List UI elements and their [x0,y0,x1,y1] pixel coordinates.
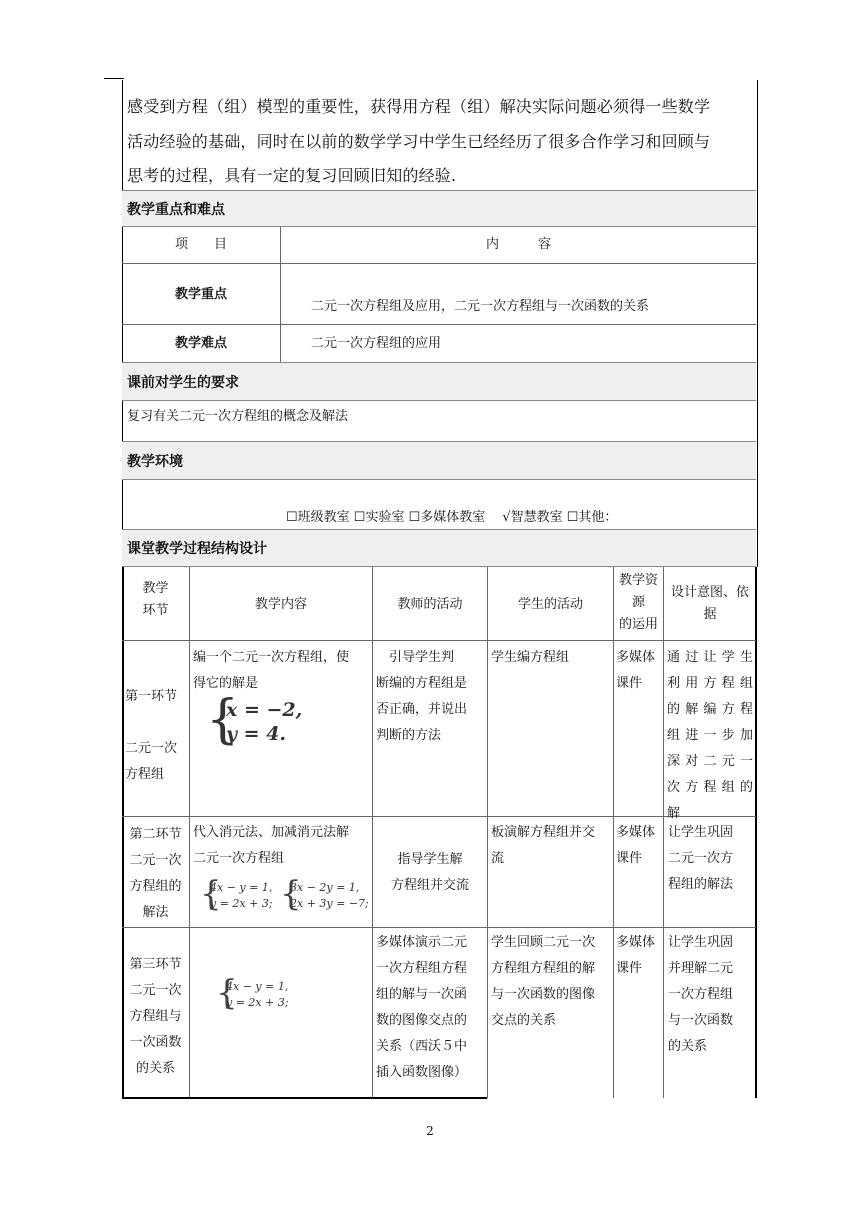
brace-icon: { [280,874,302,914]
page-number: 2 [426,1124,434,1138]
col-teacher-header: 教师的活动 [397,597,463,612]
col-content-header: 内 容 [485,237,551,252]
row3-student: 学生回顾二元一次 方程组方程组的解 与一次函数的图像 交点的关系 [491,935,596,1028]
grid-line [613,567,614,1098]
row2-system-a: 4x − y = 1, y = 2x + 3; [210,881,273,910]
header-rule [104,78,124,79]
section-focus-header: 教学重点和难点 [122,190,756,227]
row2-student: 板演解方程组并交 流 [491,825,596,866]
row1-resource: 多媒体 课件 [616,650,656,691]
row1-teacher: 引导学生判 断编的方程组是 否正确，并说出 判断的方法 [376,650,468,743]
grid-line [372,567,373,1098]
row3-stage: 第三环节 二元一次 方程组与 一次函数 的关系 [129,957,182,1076]
requirements-text: 复习有关二元一次方程组的概念及解法 [127,409,349,424]
col-item-header: 项 目 [174,237,227,252]
grid-line [755,567,757,1098]
intro-line-1: 感受到方程（组）模型的重要性，获得用方程（组）解决实际问题必须得一些数学 [127,97,711,116]
grid-line [122,927,756,928]
col-resource-header: 教学资 源 的运用 [618,573,658,632]
row2-resource: 多媒体 课件 [616,825,656,866]
row1-intent: 通过让学生 利用方程组 的解编方程 组进一步加 深对二元一 次方程组的 解 [667,650,753,821]
row-focus-label: 教学重点 [174,287,227,302]
grid-line [189,567,190,1098]
grid-line [487,567,488,1098]
row2-content: 代入消元法、加减消元法解 二元一次方程组 [193,825,350,866]
intro-line-3: 思考的过程，具有一定的复习回顾旧知的经验. [127,166,457,185]
row1-stage: 第一环节 二元一次 方程组 [125,689,178,782]
brace-icon: { [216,973,238,1013]
grid-line [122,1097,487,1099]
row3-resource: 多媒体 课件 [616,935,656,976]
row1-student: 学生编方程组 [491,650,570,665]
row2-teacher: 指导学生解 方程组并交流 [390,852,469,893]
row-focus-content: 二元一次方程组及应用，二元一次方程组与一次函数的关系 [311,299,650,314]
brace-icon: { [200,874,222,914]
row1-solution-math: x = −2, y = 4. [226,699,303,745]
col-student-header: 学生的活动 [517,597,583,612]
environment-options: ☐班级教室 ☐实验室 ☐多媒体教室 √智慧教室 ☐其他： [286,510,618,525]
col-intent-header: 设计意图、依 据 [670,585,749,622]
row-difficulty-label: 教学难点 [174,336,227,351]
row2-stage: 第二环节 二元一次 方程组的 解法 [129,827,182,920]
grid-line [122,640,756,641]
row3-system: 4x − y = 1, y = 2x + 3; [226,980,289,1009]
section-process-header: 课堂教学过程结构设计 [122,529,756,567]
grid-line [122,816,756,817]
row3-teacher: 多媒体演示二元 一次方程组方程 组的解与一次函 数的图像交点的 关系（西沃５中 插入函数图像） [376,935,468,1080]
row3-intent: 让学生巩固 并理解二元 一次方程组 与一次函数 的关系 [668,935,734,1054]
row2-system-b: 3x − 2y = 1, 2x + 3y = −7; [290,881,369,910]
row-difficulty-content: 二元一次方程组的应用 [311,336,442,351]
grid-line [122,263,756,264]
section-requirements-header: 课前对学生的要求 [122,362,756,401]
col-content-header: 教学内容 [254,597,307,612]
intro-line-2: 活动经验的基础，同时在以前的数学学习中学生已经经历了很多合作学习和回顾与 [127,132,711,151]
col-stage-header: 教学 环节 [142,581,169,618]
row1-content: 编一个二元一次方程组，使 得它的解是 [193,650,350,691]
section-environment-header: 教学环境 [122,441,756,480]
brace-icon: { [206,690,240,750]
grid-line [663,567,664,1098]
row2-intent: 让学生巩固 二元一次方 程组的解法 [668,825,734,892]
grid-line [122,324,756,325]
